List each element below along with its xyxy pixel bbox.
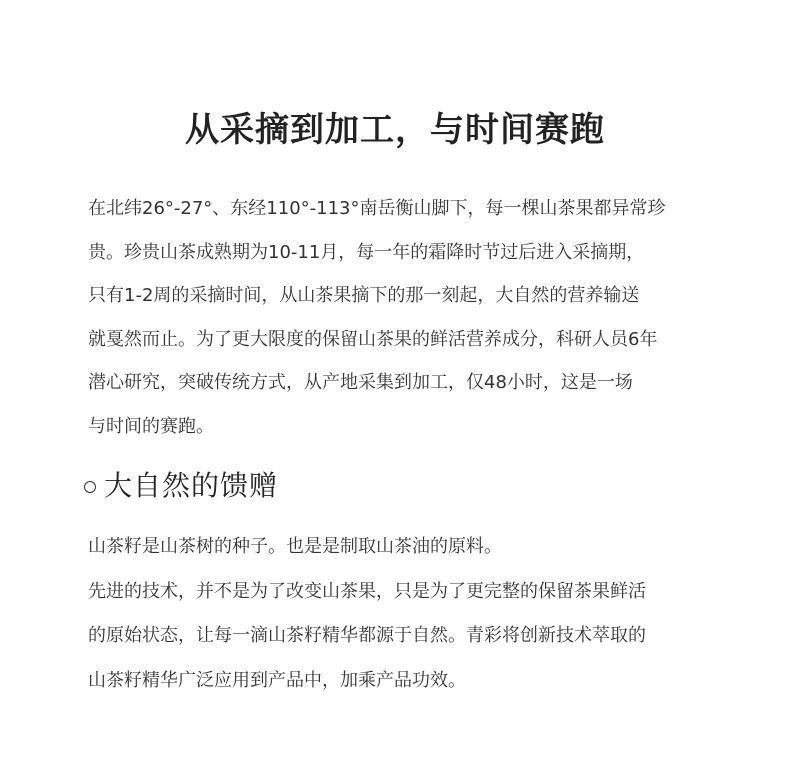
body-line: 的原始状态，让每一滴山茶籽精华都源于自然。青彩将创新技术萃取的: [88, 625, 646, 646]
body-line: 先进的技术，并不是为了改变山茶果，只是为了更完整的保留茶果鲜活: [88, 580, 646, 602]
intro-line: 与时间的赛跑。: [88, 415, 214, 437]
body-paragraph: [88, 525, 728, 703]
intro-line: 在北纬26°-27°、东经110°-113°南岳衡山脚下，每一棵山茶果都异常珍: [88, 198, 666, 219]
intro-line: 就戛然而止。为了更大限度的保留山茶果的鲜活营养成分，科研人员6年: [88, 328, 658, 350]
intro-line: 贵。珍贵山茶成熟期为10-11月，每一年的霜降时节过后进入采摘期，: [88, 241, 645, 263]
page-title: 从采摘到加工，与时间赛跑: [185, 110, 605, 150]
circle-bullet-icon: [84, 481, 96, 493]
body-line: 山茶籽是山茶树的种子。也是是制取山茶油的原料。: [88, 536, 502, 557]
section-heading: [84, 463, 278, 509]
intro-paragraph: [88, 187, 728, 448]
section-title: 大自然的馈赠: [104, 469, 279, 502]
intro-line: 潜心研究，突破传统方式，从产地采集到加工，仅48小时，这是一场: [88, 372, 633, 393]
intro-line: 只有1-2周的采摘时间，从山茶果摘下的那一刻起，大自然的营养输送: [88, 285, 640, 306]
body-line: 山茶籽精华广泛应用到产品中，加乘产品功效。: [88, 669, 466, 691]
